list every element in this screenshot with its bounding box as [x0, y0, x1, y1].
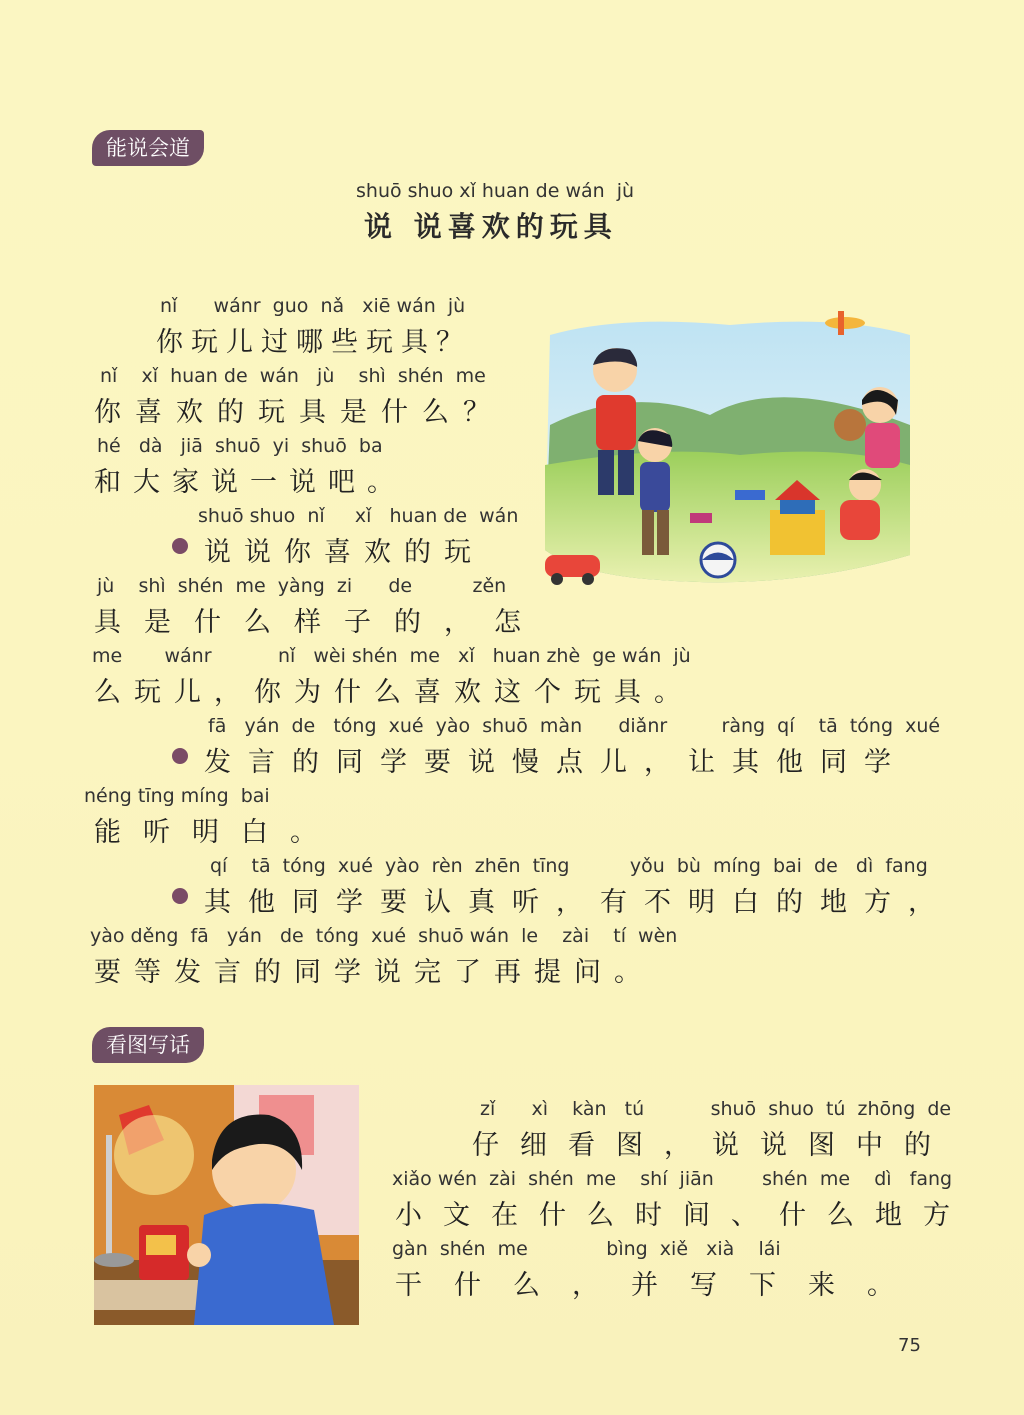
text-line-2: 你喜欢的玩具是什么？	[94, 397, 504, 428]
reading-boy-illustration	[94, 1085, 359, 1325]
pinyin-line-7: fā yán de tóng xué yào shuō màn diǎnr ràng qí tā tóng xué	[208, 715, 941, 737]
text-line-5: 具是什么样子的，怎	[94, 607, 544, 638]
section-tag-writing: 看图写话	[92, 1027, 204, 1063]
pinyin-line-w3: gàn shén me bìng xiě xià lái	[392, 1238, 781, 1260]
pinyin-line-3: hé dà jiā shuō yi shuō ba	[97, 435, 383, 457]
section-tag-speaking: 能说会道	[92, 130, 204, 166]
bullet-point	[172, 538, 188, 554]
text-line-w1: 仔细看图，说说图中的	[472, 1130, 952, 1161]
bullet-point	[172, 748, 188, 764]
pinyin-line-6: me wánr nǐ wèi shén me xǐ huan zhè ge wán jù	[92, 645, 691, 667]
pinyin-line-10: yào děng fā yán de tóng xué shuō wán le zài tí wèn	[90, 925, 678, 947]
pinyin-line-4: shuō shuo nǐ xǐ huan de wán	[198, 505, 519, 527]
text-line-9: 其他同学要认真听，有不明白的地方，	[204, 887, 952, 918]
red-book-icon	[139, 1225, 189, 1280]
text-line-w2: 小文在什么时间、什么地方	[395, 1200, 971, 1231]
pinyin-line-w2: xiǎo wén zài shén me shí jiān shén me dì fang	[392, 1168, 953, 1190]
pinyin-line-w1: zǐ xì kàn tú shuō shuo tú zhōng de	[480, 1098, 952, 1120]
text-line-3: 和大家说一说吧。	[94, 467, 406, 498]
pinyin-line-9: qí tā tóng xué yào rèn zhēn tīng yǒu bù míng bai de dì fang	[210, 855, 928, 877]
text-line-10: 要等发言的同学说完了再提问。	[94, 957, 654, 988]
children-playing-toys-illustration	[540, 305, 920, 590]
bullet-point	[172, 888, 188, 904]
text-line-w3: 干什么，并写下来。	[395, 1270, 926, 1301]
text-line-1: 你玩儿过哪些玩具？	[156, 327, 471, 358]
page-number: 75	[898, 1335, 921, 1356]
page-title: 说 说喜欢的玩具	[364, 210, 618, 243]
text-line-6: 么玩儿，你为什么喜欢这个玩具。	[94, 677, 694, 708]
pinyin-line-1: nǐ wánr guo nǎ xiē wán jù	[160, 295, 466, 317]
pinyin-line-8: néng tīng míng bai	[84, 785, 270, 807]
text-line-4: 说说你喜欢的玩	[204, 537, 484, 568]
pinyin-line-5: jù shì shén me yàng zi de zěn	[97, 575, 507, 597]
text-line-8: 能听明白。	[94, 817, 339, 848]
text-line-7: 发言的同学要说慢点儿，让其他同学	[204, 747, 908, 778]
title-pinyin: shuō shuo xǐ huan de wán jù	[356, 180, 635, 202]
pinyin-line-2: nǐ xǐ huan de wán jù shì shén me	[100, 365, 486, 387]
